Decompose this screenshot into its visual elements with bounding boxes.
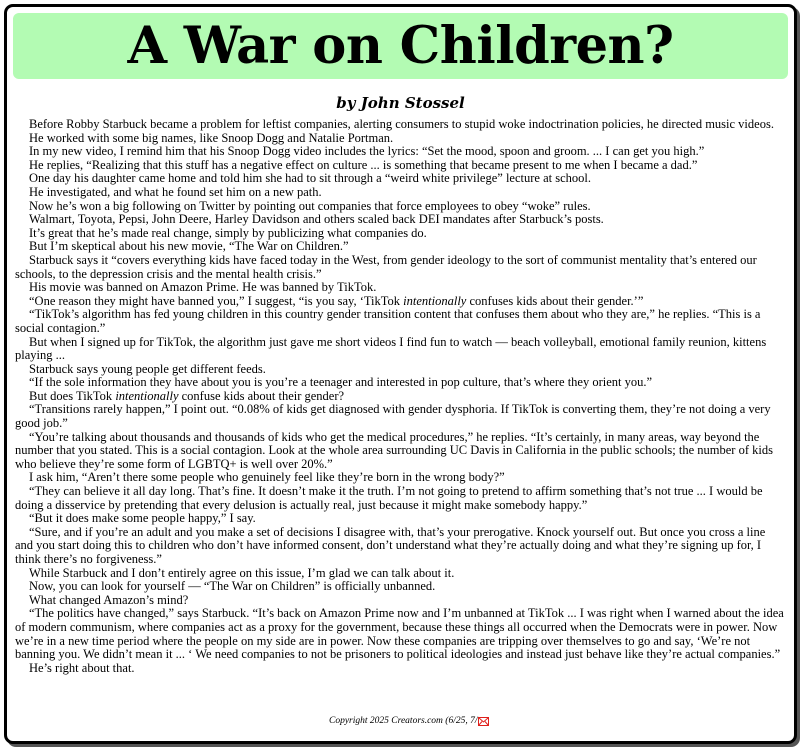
paragraph-text: He replies, “Realizing that this stuff has a negative effect on culture ... is something that became present to me when I became a dad.”: [29, 157, 698, 172]
paragraph-text: He investigated, and what he found set him on a new path.: [29, 184, 322, 199]
paragraph-text: But I’m skeptical about his new movie, “The War on Children.”: [29, 239, 349, 254]
paragraph-text: He’s right about that.: [29, 660, 135, 675]
article-paragraph: [15, 145, 784, 159]
paragraph-text: “They can believe it all day long. That’s fine. It doesn’t make it the truth. I’m not going to pretend to affirm something that’s not true ... I would be doing a disservice by pretending that every delusion is actually real, just because it might make somebody happy.”: [15, 484, 763, 512]
article-paragraph: [15, 336, 784, 363]
article-paragraph: [15, 295, 784, 309]
article-paragraph: [15, 594, 784, 608]
article-frame: [4, 4, 797, 744]
paragraph-text: Now he’s won a big following on Twitter by pointing out companies that force employees to obey “woke” rules.: [29, 198, 591, 213]
paragraph-text: But when I signed up for TikTok, the algorithm just gave me short videos I find fun to watch — beach volleyball, emotional family reunion, kittens playing ...: [15, 334, 767, 363]
article-paragraph: [15, 471, 784, 485]
headline: A War on Children?: [127, 15, 674, 76]
article-paragraph: [15, 390, 784, 404]
paragraph-text: It’s great that he’s made real change, simply by publicizing what companies do.: [29, 225, 427, 240]
article-paragraph: [15, 172, 784, 186]
article-paragraph: [15, 431, 784, 472]
article-paragraph: [15, 376, 784, 390]
paragraph-text: Starbuck says it “covers everything kids have faced today in the West, from gender ideology to the sort of communist mentality that’s entered our schools, to the depression crisis and the mental health crisis.”: [15, 252, 757, 281]
paragraph-text: I ask him, “Aren’t there some people who genuinely feel like they’re born in the wrong body?”: [29, 470, 505, 485]
article-paragraph: [15, 662, 784, 676]
article-paragraph: [15, 118, 784, 132]
paragraph-text: “But it does make some people happy,” I say.: [29, 511, 256, 526]
paragraph-text: One day his daughter came home and told him she had to sit through a “weird white privilege” lecture at school.: [29, 171, 591, 186]
article-paragraph: [15, 132, 784, 146]
mail-icon[interactable]: [478, 717, 489, 726]
paragraph-text: “Sure, and if you’re an adult and you make a set of decisions I disagree with, that’s your prerogative. Knock yourself out. But once you cross a line and you start doing this to children who don’t have informed consent, don’t understand what they’re actually doing and what they’re signing up for, I think there’s no forgiveness.”: [15, 524, 766, 566]
paragraph-text: Now, you can look for yourself — “The War on Children” is officially unbanned.: [29, 579, 436, 594]
paragraph-text: Walmart, Toyota, Pepsi, John Deere, Harley Davidson and others scaled back DEI mandates after Starbuck’s posts.: [29, 212, 604, 227]
article-paragraph: [15, 200, 784, 214]
paragraph-text: His movie was banned on Amazon Prime. He was banned by TikTok.: [29, 280, 377, 295]
paragraph-text: confuses kids about their gender.’”: [466, 293, 644, 308]
article-paragraph: [15, 213, 784, 227]
article-paragraph: [15, 580, 784, 594]
article-paragraph: [15, 227, 784, 241]
article-paragraph: [15, 308, 784, 335]
paragraph-text: What changed Amazon’s mind?: [29, 592, 189, 607]
copyright-line: [329, 716, 489, 726]
byline: by John Stossel: [336, 94, 465, 112]
paragraph-text: Starbuck says young people get different feeds.: [29, 361, 266, 376]
article-paragraph: [15, 186, 784, 200]
article-paragraph: [15, 567, 784, 581]
article-paragraph: [15, 159, 784, 173]
paragraph-text: “The politics have changed,” says Starbuck. “It’s back on Amazon Prime now and I’m unbanned at TikTok ... I was right when I warned about the idea of modern communism, where companies act as a proxy for the government, because these things all occurred when the Democrats were in power. Now we’re in a new time period where the people on my side are in power. Now these companies are tripping over themselves to go and say, ‘We’re not banning you. We didn’t mean it ... ‘ We need companies to not be prisoners to political ideologies and instead just behave like they’re actual companies.”: [15, 606, 784, 662]
article-paragraph: [15, 526, 784, 567]
paragraph-text: “One reason they might have banned you,” I suggest, “is you say, ‘TikTok: [29, 293, 404, 308]
paragraph-text: confuse kids about their gender?: [178, 388, 345, 403]
emphasized-text: intentionally: [403, 293, 467, 308]
paragraph-text: But does TikTok: [29, 388, 116, 403]
paragraph-text: “TikTok’s algorithm has fed young children in this country gender transition content that confuses them about who they are,” he replies. “This is a social contagion.”: [15, 307, 761, 335]
article-paragraph: [15, 403, 784, 430]
paragraph-text: “If the sole information they have about you is you’re a teenager and interested in pop culture, that’s where they orient you.”: [29, 375, 653, 390]
paragraph-text: “You’re talking about thousands and thousands of kids who get the medical procedures,” he replies. “It’s certainly, in many areas, way beyond the number that you stated. This is a social contagion. Look at the whole area surrounding UC Davis in California in the public schools; the number of kids who believe they’re some form of LGBTQ+ is well over 20%.”: [15, 429, 773, 471]
article-paragraph: [15, 512, 784, 526]
article-paragraph: [15, 254, 784, 281]
emphasized-text: intentionally: [115, 388, 179, 403]
paragraph-text: “Transitions rarely happen,” I point out. “0.08% of kids get diagnosed with gender dysphoria. If TikTok is converting them, they’re not doing a very good job.”: [15, 402, 771, 431]
paragraph-text: He worked with some big names, like Snoop Dogg and Natalie Portman.: [29, 130, 394, 145]
paragraph-text: While Starbuck and I don’t entirely agree on this issue, I’m glad we can talk about it.: [29, 565, 455, 580]
paragraph-text: Before Robby Starbuck became a problem for leftist companies, alerting consumers to stupid woke indoctrination policies, he directed music videos.: [29, 117, 774, 131]
article-paragraph: [15, 281, 784, 295]
paragraph-text: In my new video, I remind him that his Snoop Dogg video includes the lyrics: “Set the mood, spoon and groom. ... I can get you high.”: [29, 144, 705, 159]
copyright-text: Copyright 2025 Creators.com (6/25, 7/: [329, 716, 478, 726]
article-paragraph: [15, 485, 784, 512]
article-body: [15, 118, 784, 675]
article-paragraph: [15, 607, 784, 661]
headline-banner: [13, 13, 788, 79]
article-paragraph: [15, 363, 784, 377]
article-paragraph: [15, 240, 784, 254]
